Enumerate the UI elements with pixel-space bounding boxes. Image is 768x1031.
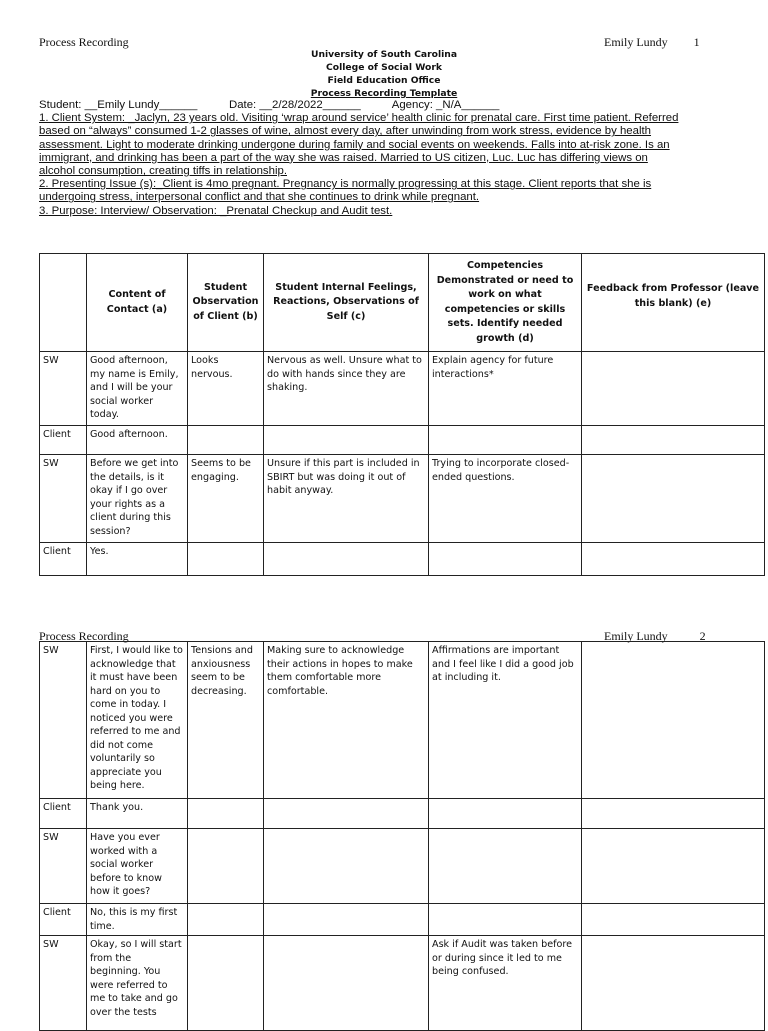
feedback-cell <box>582 426 765 455</box>
client-system-line-3: assessment. Light to moderate drinking undergone during family and social events on weekends. Falls into at-risk zone. Is an <box>39 138 670 151</box>
content-cell: No, this is my first time. <box>87 904 188 936</box>
content-cell: Good afternoon. <box>87 426 188 455</box>
feedback-cell <box>582 543 765 576</box>
header-feedback: Feedback from Professor (leave this blank) (e) <box>582 254 765 352</box>
feelings-cell <box>264 799 429 829</box>
observation-cell <box>188 936 264 1031</box>
speaker-cell: Client <box>40 904 87 936</box>
speaker-cell: SW <box>40 829 87 904</box>
content-cell: Good afternoon, my name is Emily, and I will be your social worker today. <box>87 352 188 426</box>
table-row <box>40 799 765 829</box>
observation-cell: Tensions and anxiousness seem to be decreasing. <box>188 642 264 799</box>
process-recording-table-1 <box>39 253 765 576</box>
competencies-cell <box>429 543 582 576</box>
content-cell: Before we get into the details, is it okay if I go over your rights as a client during this session? <box>87 455 188 543</box>
feelings-cell: Nervous as well. Unsure what to do with hands since they are shaking. <box>264 352 429 426</box>
observation-cell <box>188 543 264 576</box>
intro-section <box>39 99 699 218</box>
table-row <box>40 455 765 543</box>
competencies-cell: Affirmations are important and I feel like I did a good job at including it. <box>429 642 582 799</box>
feedback-cell <box>582 799 765 829</box>
college-name: College of Social Work <box>326 62 442 73</box>
feedback-cell <box>582 904 765 936</box>
competencies-cell: Explain agency for future interactions* <box>429 352 582 426</box>
table-row <box>40 642 765 799</box>
content-cell: Okay, so I will start from the beginning. You were referred to me to take and go over the tests <box>87 936 188 1031</box>
observation-cell <box>188 426 264 455</box>
header-competencies: Competencies Demonstrated or need to work on what competencies or skills sets. Identify needed growth (d) <box>429 254 582 352</box>
table-row <box>40 352 765 426</box>
purpose-line: 3. Purpose: Interview/ Observation: _Prenatal Checkup and Audit test. <box>39 204 393 217</box>
table-row <box>40 543 765 576</box>
header-content: Content of Contact (a) <box>87 254 188 352</box>
speaker-cell: SW <box>40 352 87 426</box>
speaker-cell: SW <box>40 936 87 1031</box>
speaker-cell: Client <box>40 426 87 455</box>
table-row <box>40 829 765 904</box>
running-header-left: Process Recording <box>39 35 129 49</box>
author-name: Emily Lundy <box>604 629 668 643</box>
observation-cell: Seems to be engaging. <box>188 455 264 543</box>
competencies-cell: Ask if Audit was taken before or during since it led to me being confused. <box>429 936 582 1031</box>
competencies-cell: Trying to incorporate closed-ended questions. <box>429 455 582 543</box>
competencies-cell <box>429 904 582 936</box>
feedback-cell <box>582 455 765 543</box>
content-cell: First, I would like to acknowledge that it must have been hard on you to come in today. I noticed you were referred to me and did not come voluntarily so appreciate you being here. <box>87 642 188 799</box>
feelings-cell <box>264 543 429 576</box>
page-number: 2 <box>699 629 706 643</box>
content-cell: Thank you. <box>87 799 188 829</box>
running-header-left-page-2: Process Recording <box>39 629 129 643</box>
client-system-line-5: alcohol consumption, creating tiffs in relationship. <box>39 165 287 178</box>
observation-cell <box>188 799 264 829</box>
template-title: Process Recording Template <box>310 88 458 99</box>
feedback-cell <box>582 642 765 799</box>
feelings-cell: Making sure to acknowledge their actions in hopes to make them comfortable more comfortable. <box>264 642 429 799</box>
speaker-cell: Client <box>40 543 87 576</box>
competencies-cell <box>429 799 582 829</box>
feelings-cell <box>264 936 429 1031</box>
feedback-cell <box>582 936 765 1031</box>
header-blank <box>40 254 87 352</box>
observation-cell: Looks nervous. <box>188 352 264 426</box>
presenting-issue-line-1: 2. Presenting Issue (s):_Client is 4mo pregnant. Pregnancy is normally progressing at this stage. Client reports that she is <box>39 178 652 191</box>
observation-cell <box>188 904 264 936</box>
feedback-cell <box>582 829 765 904</box>
feelings-cell <box>264 426 429 455</box>
speaker-cell: Client <box>40 799 87 829</box>
table-row <box>40 426 765 455</box>
speaker-cell: SW <box>40 642 87 799</box>
university-name: University of South Carolina <box>310 49 458 60</box>
speaker-cell: SW <box>40 455 87 543</box>
presenting-issue-line-2: undergoing stress, interpersonal conflict and that she continues to drink while pregnant. <box>39 191 480 204</box>
header-feelings: Student Internal Feelings, Reactions, Observations of Self (c) <box>264 254 429 352</box>
table-row <box>40 936 765 1031</box>
process-recording-table-2 <box>39 641 765 1031</box>
client-system-line-1: 1. Client System: _Jaclyn, 23 years old. Visiting ‘wrap around service’ health clinic for prenatal care. First time patient. Referred <box>39 112 679 125</box>
table-row <box>40 904 765 936</box>
office-name: Field Education Office <box>327 75 441 86</box>
header-observation: Student Observation of Client (b) <box>188 254 264 352</box>
student-info-line: Student: __Emily Lundy______ Date: __2/28/2022______ Agency: _N/A______ <box>39 99 500 111</box>
author-name: Emily Lundy <box>604 35 668 49</box>
competencies-cell <box>429 426 582 455</box>
content-cell: Have you ever worked with a social worker before to know how it goes? <box>87 829 188 904</box>
competencies-cell <box>429 829 582 904</box>
observation-cell <box>188 829 264 904</box>
feedback-cell <box>582 352 765 426</box>
feelings-cell: Unsure if this part is included in SBIRT but was doing it out of habit anyway. <box>264 455 429 543</box>
document-title-block <box>0 48 768 100</box>
page-number: 1 <box>693 35 700 49</box>
content-cell: Yes. <box>87 543 188 576</box>
client-system-line-2: based on “always” consumed 1-2 glasses of wine, almost every day, after unwinding from work stress, evidence by health <box>39 125 652 138</box>
feelings-cell <box>264 829 429 904</box>
client-system-line-4: immigrant, and drinking has been a part of the way she was raised. Married to US citizen, Luc. Luc has differing views on <box>39 151 648 164</box>
feelings-cell <box>264 904 429 936</box>
